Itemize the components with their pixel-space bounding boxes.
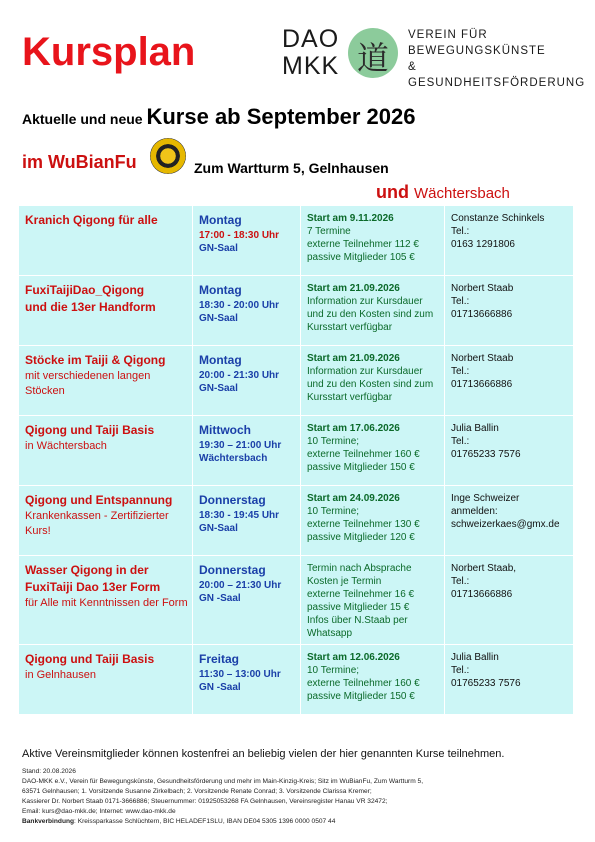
- course-room: GN -Saal: [199, 682, 241, 693]
- imprint: [22, 767, 582, 827]
- course-row: [19, 206, 574, 276]
- schedule-cell: [193, 486, 301, 556]
- course-room: GN-Saal: [199, 243, 238, 254]
- course-name: Wasser Qigong in der: [25, 563, 149, 577]
- start-date: Start am 17.06.2026: [307, 423, 400, 434]
- logo-glyph: 道: [356, 39, 389, 77]
- course-description: Kurs!: [25, 525, 51, 537]
- course-cell: [19, 416, 193, 486]
- and-word: und: [376, 182, 409, 202]
- course-info: externe Teilnehmer 160 €: [307, 678, 420, 689]
- course-name: Qigong und Taiji Basis: [25, 652, 155, 666]
- course-room: GN-Saal: [199, 523, 238, 534]
- imprint-line: Stand: 20.08.2026: [22, 768, 76, 775]
- course-info: 10 Termine;: [307, 436, 360, 447]
- course-info: externe Teilnehmer 112 €: [307, 239, 419, 250]
- location-name: im WuBianFu: [22, 152, 137, 172]
- course-row: [19, 486, 574, 556]
- contact-line: 01765233 7576: [451, 449, 521, 460]
- course-info: passive Mitglieder 150 €: [307, 691, 415, 702]
- contact-line: 01765233 7576: [451, 678, 521, 689]
- course-info: passive Mitglieder 15 €: [307, 602, 410, 613]
- page-title: Kursplan: [22, 30, 196, 74]
- contact-line: Tel.:: [451, 665, 470, 676]
- contact-line: Inge Schweizer: [451, 493, 520, 504]
- contact-cell: [445, 346, 574, 416]
- logo-name-line: MKK: [282, 52, 340, 80]
- course-row: [19, 346, 574, 416]
- course-name: Stöcke im Taiji & Qigong: [25, 353, 166, 367]
- bank-label: Bankverbindung: [22, 818, 75, 825]
- course-day: Montag: [199, 213, 242, 227]
- imprint-line: Email: kurs@dao-mkk.de; Internet: www.dao-mkk.de: [22, 808, 176, 815]
- contact-line: 01713666886: [451, 309, 513, 320]
- logo-name: [282, 26, 339, 80]
- contact-line: Constanze Schinkels: [451, 213, 545, 224]
- start-cell: [301, 206, 445, 276]
- logo-org-line: VEREIN FÜR: [408, 29, 488, 41]
- start-date: Start am 21.09.2026: [307, 283, 400, 294]
- start-date: Start am 24.09.2026: [307, 493, 400, 504]
- contact-line: 0163 1291806: [451, 239, 515, 250]
- start-date: Start am 21.09.2026: [307, 353, 400, 364]
- course-cell: [19, 645, 193, 715]
- start-cell: [301, 556, 445, 645]
- contact-line: anmelden:: [451, 506, 498, 517]
- course-description: Stöcken: [25, 385, 65, 397]
- course-description: in Wächtersbach: [25, 440, 107, 452]
- course-row: [19, 645, 574, 715]
- course-info: externe Teilnehmer 16 €: [307, 589, 415, 600]
- course-description: mit verschiedenen langen: [25, 370, 151, 382]
- imprint-line: Kassierer Dr. Norbert Staab 0171-3666886; Steuernummer: 01925053268 FA Gelnhausen, Vereinsregister Hanau VR 32472;: [22, 798, 388, 805]
- subtitle-main: Kurse ab September 2026: [146, 104, 416, 129]
- contact-cell: [445, 645, 574, 715]
- course-row: [19, 556, 574, 645]
- start-date: Start am 9.11.2026: [307, 213, 394, 224]
- contact-line: Julia Ballin: [451, 423, 499, 434]
- schedule-cell: [193, 276, 301, 346]
- course-day: Freitag: [199, 652, 240, 666]
- course-name: FuxiTaijiDao_Qigong: [25, 283, 145, 297]
- contact-cell: [445, 276, 574, 346]
- subtitle-prefix: Aktuelle und neue: [22, 111, 147, 127]
- start-cell: [301, 416, 445, 486]
- contact-line: 01713666886: [451, 589, 513, 600]
- course-name: und die 13er Handform: [25, 300, 156, 314]
- start-cell: [301, 486, 445, 556]
- course-info: 10 Termine;: [307, 665, 360, 676]
- contact-line: Tel.:: [451, 436, 470, 447]
- course-row: [19, 416, 574, 486]
- course-info: Kosten je Termin: [307, 576, 382, 587]
- course-description: in Gelnhausen: [25, 669, 96, 681]
- course-time: 18:30 - 20:00 Uhr: [199, 300, 280, 311]
- schedule-cell: [193, 556, 301, 645]
- logo-org-line: BEWEGUNGSKÜNSTE: [408, 45, 546, 57]
- start-cell: [301, 276, 445, 346]
- membership-note: Aktive Vereinsmitglieder können kostenfrei an beliebig vielen der hier genannten Kurse teilnehmen.: [22, 748, 505, 760]
- course-time: 17:00 - 18:30 Uhr: [199, 230, 280, 241]
- start-date: Start am 12.06.2026: [307, 652, 400, 663]
- course-time: 20:00 - 21:30 Uhr: [199, 370, 280, 381]
- course-time: 19:30 – 21:00 Uhr: [199, 440, 282, 451]
- contact-line: schweizerkaes@gmx.de: [451, 519, 560, 530]
- course-info: passive Mitglieder 150 €: [307, 462, 415, 473]
- contact-line: Julia Ballin: [451, 652, 499, 663]
- course-cell: [19, 276, 193, 346]
- schedule-cell: [193, 416, 301, 486]
- course-info: externe Teilnehmer 160 €: [307, 449, 420, 460]
- course-info: Whatsapp: [307, 628, 353, 639]
- contact-cell: [445, 556, 574, 645]
- logo-org-line: & GESUNDHEITSFÖRDERUNG: [408, 61, 586, 89]
- course-info: Kursstart verfügbar: [307, 392, 393, 403]
- course-room: GN -Saal: [199, 593, 241, 604]
- course-room: GN-Saal: [199, 313, 238, 324]
- logo-name-line: DAO: [282, 25, 340, 53]
- course-info: und zu den Kosten sind zum: [307, 379, 434, 390]
- course-room: Wächtersbach: [199, 453, 268, 464]
- dao-symbol-icon: [348, 28, 398, 78]
- contact-line: Tel.:: [451, 226, 470, 237]
- start-cell: [301, 645, 445, 715]
- contact-line: Norbert Staab: [451, 353, 514, 364]
- bank-line: [22, 817, 582, 827]
- course-info: Termin nach Absprache: [307, 563, 412, 574]
- contact-line: 01713666886: [451, 379, 513, 390]
- course-info: Information zur Kursdauer: [307, 296, 423, 307]
- course-time: 11:30 – 13:00 Uhr: [199, 669, 281, 680]
- course-name: FuxiTaiji Dao 13er Form: [25, 580, 161, 594]
- course-day: Mittwoch: [199, 423, 251, 437]
- imprint-line: DAO-MKK e.V., Verein für Bewegungskünste, Gesundheitsförderung und mehr im Main-Kinzig-Kreis; Sitz im WuBianFu, Zum Wartturm 5,: [22, 778, 424, 785]
- course-info: Infos über N.Staab per: [307, 615, 408, 626]
- schedule-cell: [193, 346, 301, 416]
- course-cell: [19, 206, 193, 276]
- course-time: 18:30 - 19:45 Uhr: [199, 510, 280, 521]
- taiji-emblem-icon: [150, 138, 186, 174]
- contact-cell: [445, 486, 574, 556]
- course-name: Kranich Qigong für alle: [25, 213, 158, 227]
- course-description: für Alle mit Kenntnissen der Form: [25, 597, 188, 609]
- course-cell: [19, 556, 193, 645]
- course-cell: [19, 346, 193, 416]
- course-row: [19, 276, 574, 346]
- course-table: [18, 205, 574, 715]
- course-info: Kursstart verfügbar: [307, 322, 393, 333]
- course-day: Montag: [199, 353, 242, 367]
- course-info: passive Mitglieder 120 €: [307, 532, 415, 543]
- schedule-cell: [193, 206, 301, 276]
- course-time: 20:00 – 21:30 Uhr: [199, 580, 282, 591]
- start-cell: [301, 346, 445, 416]
- course-day: Donnerstag: [199, 493, 266, 507]
- course-room: GN-Saal: [199, 383, 238, 394]
- course-info: passive Mitglieder 105 €: [307, 252, 415, 263]
- course-info: externe Teilnehmer 130 €: [307, 519, 420, 530]
- imprint-line: 63571 Gelnhausen; 1. Vorsitzende Susanne Zirkelbach; 2. Vorsitzende Renate Conrad; 3. Vorsitzende Clarissa Kremer;: [22, 788, 372, 795]
- course-info: 10 Termine;: [307, 506, 360, 517]
- contact-line: Tel.:: [451, 296, 470, 307]
- course-name: Qigong und Taiji Basis: [25, 423, 155, 437]
- location-address: Zum Wartturm 5, Gelnhausen: [194, 160, 389, 176]
- contact-line: Tel.:: [451, 366, 470, 377]
- course-description: Krankenkassen - Zertifizierter: [25, 510, 169, 522]
- contact-line: Norbert Staab: [451, 283, 514, 294]
- course-name: Qigong und Entspannung: [25, 493, 173, 507]
- org-logo: [282, 24, 586, 89]
- course-info: 7 Termine: [307, 226, 351, 237]
- second-location-name: Wächtersbach: [414, 185, 510, 202]
- contact-cell: [445, 206, 574, 276]
- bank-text: : Kreissparkasse Schlüchtern, BIC HELADEF1SLU, IBAN DE04 5305 1396 0000 0507 44: [74, 818, 336, 825]
- course-cell: [19, 486, 193, 556]
- contact-line: Tel.:: [451, 576, 470, 587]
- logo-org-name: [408, 27, 585, 91]
- second-location: [376, 182, 510, 203]
- contact-cell: [445, 416, 574, 486]
- contact-line: Norbert Staab,: [451, 563, 517, 574]
- subtitle: [22, 104, 416, 130]
- course-day: Donnerstag: [199, 563, 266, 577]
- course-info: und zu den Kosten sind zum: [307, 309, 434, 320]
- schedule-cell: [193, 645, 301, 715]
- course-info: Information zur Kursdauer: [307, 366, 423, 377]
- course-day: Montag: [199, 283, 242, 297]
